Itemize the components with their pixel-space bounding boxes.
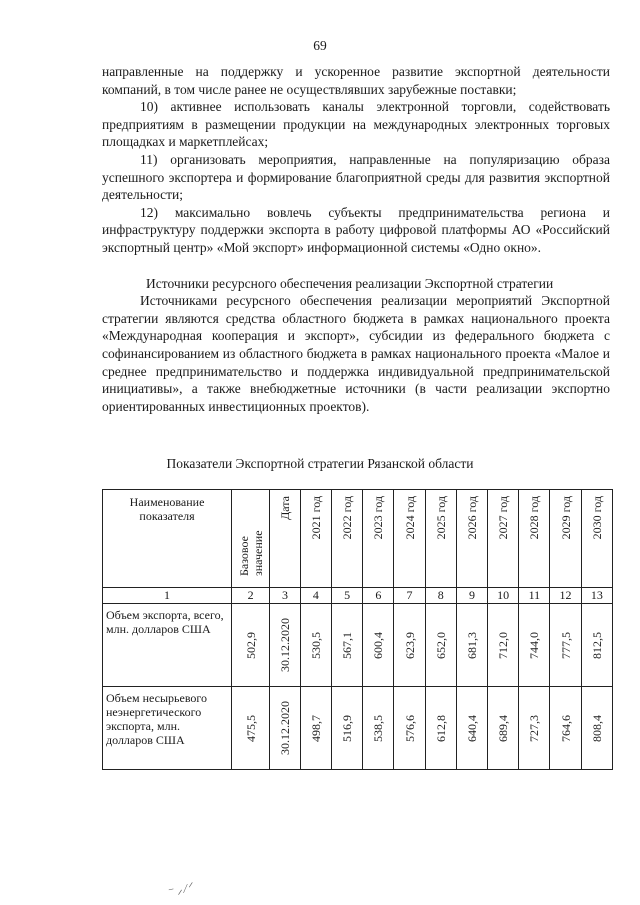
table-cell: [332, 604, 363, 687]
cell-value: 777,5: [558, 631, 573, 659]
column-number: 2: [232, 588, 270, 604]
table-cell: [519, 604, 550, 687]
cell-value: 30.12.2020: [277, 618, 292, 672]
column-number: 8: [425, 588, 456, 604]
table-cell: [550, 604, 581, 687]
column-number: 1: [103, 588, 232, 604]
table-header-cell: [519, 490, 550, 588]
column-number: 10: [488, 588, 519, 604]
table-cell: [488, 687, 519, 770]
table-cell: [300, 687, 331, 770]
column-number: 9: [456, 588, 487, 604]
column-number: 3: [270, 588, 301, 604]
table-header-label: 2022 год: [340, 496, 355, 540]
column-number: 11: [519, 588, 550, 604]
table-cell: [550, 687, 581, 770]
table-cell: [394, 687, 425, 770]
table-header-cell: [550, 490, 581, 588]
document-body: [102, 63, 610, 415]
cell-value: 764,6: [558, 714, 573, 742]
table-cell: [456, 687, 487, 770]
cell-value: 623,9: [402, 631, 417, 659]
indicator-name: Объем экспорта, всего, млн. долларов США: [103, 604, 232, 687]
table-cell: [488, 604, 519, 687]
column-number: 6: [363, 588, 394, 604]
table-header-label: 2028 год: [527, 496, 542, 540]
table-header-label: 2029 год: [558, 496, 573, 540]
cell-value: 812,5: [589, 631, 604, 659]
table-cell: [363, 604, 394, 687]
table-header-cell: [425, 490, 456, 588]
table-header-cell: [300, 490, 331, 588]
page-number: 69: [313, 38, 327, 53]
table-header-label: 2030 год: [589, 496, 604, 540]
cell-value: 640,4: [464, 714, 479, 742]
table-header-cell: Наименование показателя: [103, 490, 232, 588]
cell-value: 576,6: [402, 714, 417, 742]
column-number: 5: [332, 588, 363, 604]
table-cell: [363, 687, 394, 770]
table-cell: [425, 687, 456, 770]
table-cell: [270, 687, 301, 770]
table-cell: [270, 604, 301, 687]
table-header-label: 2027 год: [496, 496, 511, 540]
table-header-cell: [363, 490, 394, 588]
table-header-cell: [270, 490, 301, 588]
cell-value: 530,5: [308, 631, 323, 659]
table-header-row: [103, 490, 613, 588]
table-cell: [394, 604, 425, 687]
table-row: [103, 604, 613, 687]
table-cell: [332, 687, 363, 770]
table-cell: [581, 604, 612, 687]
table-title: Показатели Экспортной стратегии Рязанской области: [166, 456, 474, 471]
indicator-name: Объем несырьевого неэнергетического экспорта, млн. долларов США: [103, 687, 232, 770]
table-cell: [300, 604, 331, 687]
cell-value: 498,7: [308, 714, 323, 742]
paragraph: Источниками ресурсного обеспечения реализации мероприятий Экспортной стратегии являются средства областного бюджета в рамках национального проекта «Международная кооперация и экспорт», субсидии из федерального бюджета с софинансированием из областного бюджета в рамках национального проекта «Малое и среднее предпринимательство и поддержка индивидуальной предпринимательской инициативы», а также внебюджетные источники (в части реализации экспортно ориентированных инвестиционных проектов).: [102, 293, 610, 414]
column-number: 4: [300, 588, 331, 604]
paragraph: 10) активнее использовать каналы электронной торговли, содействовать предприятиям в размещении продукции на международных электронных торговых площадках и маркетплейсах;: [102, 99, 610, 150]
cell-value: 612,8: [433, 714, 448, 742]
table-header-label: 2024 год: [402, 496, 417, 540]
cell-value: 567,1: [340, 631, 355, 659]
table-header-cell: [394, 490, 425, 588]
table-header-cell: [488, 490, 519, 588]
cell-value: 808,4: [589, 714, 604, 742]
table-header-label: Дата: [277, 496, 292, 520]
table-cell: [519, 687, 550, 770]
table-header-label: Базовое значение: [236, 530, 265, 576]
table-header-label: 2026 год: [464, 496, 479, 540]
table-cell: [456, 604, 487, 687]
table-cell: [232, 687, 270, 770]
cell-value: 712,0: [496, 631, 511, 659]
scan-mark: ⁻⸝⁄⸍: [166, 879, 198, 899]
cell-value: 689,4: [496, 714, 511, 742]
cell-value: 30.12.2020: [277, 701, 292, 755]
column-number: 7: [394, 588, 425, 604]
table-cell: [425, 604, 456, 687]
cell-value: 652,0: [433, 631, 448, 659]
cell-value: 744,0: [527, 631, 542, 659]
cell-value: 727,3: [527, 714, 542, 742]
paragraph: направленные на поддержку и ускоренное развитие экспортной деятельности компаний, в том числе ранее не осуществлявших зарубежные поставки;: [102, 64, 610, 97]
table-header-cell: [332, 490, 363, 588]
table-header-label: 2025 год: [433, 496, 448, 540]
cell-value: 538,5: [371, 714, 386, 742]
cell-value: 600,4: [371, 631, 386, 659]
table-header-cell: [456, 490, 487, 588]
cell-value: 475,5: [243, 714, 258, 742]
cell-value: 516,9: [340, 714, 355, 742]
indicators-table: [102, 489, 613, 770]
cell-value: 502,9: [243, 631, 258, 659]
table-column-number-row: [103, 588, 613, 604]
table-header-label: 2021 год: [308, 496, 323, 540]
paragraph: 11) организовать мероприятия, направленные на популяризацию образа успешного экспортера и формирование благоприятной среды для развития экспортной деятельности;: [102, 151, 610, 203]
column-number: 12: [550, 588, 581, 604]
cell-value: 681,3: [464, 631, 479, 659]
column-number: 13: [581, 588, 612, 604]
table-row: [103, 687, 613, 770]
table-header-cell: [581, 490, 612, 588]
section-heading: Источники ресурсного обеспечения реализации Экспортной стратегии: [146, 275, 554, 291]
table-header-cell: [232, 490, 270, 588]
table-cell: [232, 604, 270, 687]
paragraph: 12) максимально вовлечь субъекты предпринимательства региона и инфраструктуру поддержки экспорта в работу цифровой платформы АО «Российский экспортный центр» «Мой экспорт» информационной системы «Одно окно».: [102, 204, 610, 255]
table-header-label: 2023 год: [371, 496, 386, 540]
table-cell: [581, 687, 612, 770]
